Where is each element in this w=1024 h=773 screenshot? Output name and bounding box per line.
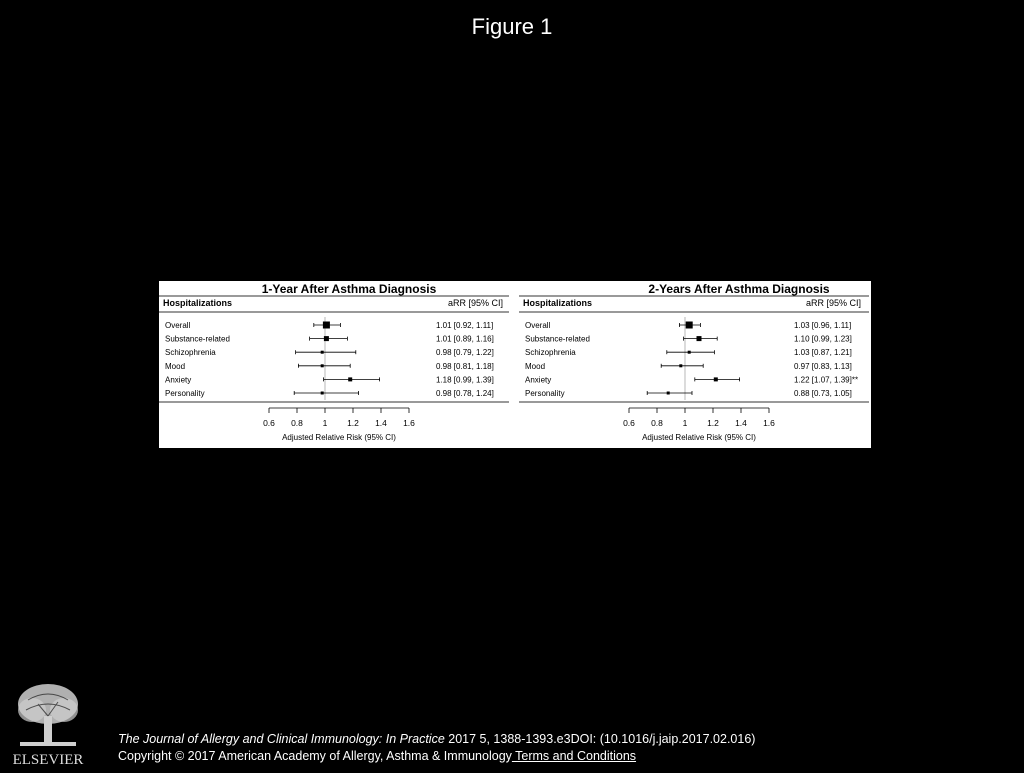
x-tick-label: 1 <box>682 418 688 428</box>
terms-link[interactable]: Terms and Conditions <box>511 749 637 763</box>
row-value: 1.03 [0.87, 1.21] <box>794 348 852 358</box>
row-label: Substance-related <box>165 334 230 344</box>
x-tick-label: 1.2 <box>707 418 719 428</box>
elsevier-logo <box>8 680 88 768</box>
row-header: Hospitalizations <box>523 298 593 308</box>
x-tick-label: 0.6 <box>263 418 275 428</box>
x-tick-label: 1.6 <box>403 418 415 428</box>
citation-line <box>118 731 755 748</box>
row-value: 1.01 [0.92, 1.11] <box>436 321 494 330</box>
x-axis-label: Adjusted Relative Risk (95% CI) <box>282 433 396 442</box>
point-estimate <box>667 392 670 395</box>
row-value: 0.97 [0.83, 1.13] <box>794 361 852 371</box>
forest-panel-1 <box>159 282 509 442</box>
x-tick-label: 1.4 <box>375 418 387 428</box>
x-tick-label: 1.2 <box>347 418 359 428</box>
x-tick-label: 1.4 <box>735 418 747 428</box>
row-label: Personality <box>525 389 565 398</box>
panel-title: 1-Year After Asthma Diagnosis <box>261 282 437 296</box>
row-value: 0.88 [0.73, 1.05] <box>794 389 852 398</box>
row-value: 1.01 [0.89, 1.16] <box>436 334 494 344</box>
panel-title: 2-Years After Asthma Diagnosis <box>648 282 830 296</box>
row-label: Overall <box>165 321 191 330</box>
row-label: Anxiety <box>165 375 192 385</box>
slide-title: Figure 1 <box>471 14 553 39</box>
copyright-text: Copyright © 2017 American Academy of Allergy, Asthma & Immunology <box>118 749 512 763</box>
row-value: 1.03 [0.96, 1.11] <box>794 321 852 330</box>
row-value: 1.10 [0.99, 1.23] <box>794 334 852 344</box>
row-label: Overall <box>525 321 551 330</box>
forest-panel-2 <box>519 282 869 442</box>
row-label: Substance-related <box>525 334 590 344</box>
point-estimate <box>714 377 718 381</box>
row-label: Schizophrenia <box>165 348 216 358</box>
row-value: 1.18 [0.99, 1.39] <box>436 375 494 385</box>
point-estimate <box>697 336 702 341</box>
citation <box>118 731 755 765</box>
point-estimate <box>321 364 324 367</box>
figure-panel <box>159 281 871 448</box>
forest-plots <box>159 281 871 448</box>
point-estimate <box>321 392 324 395</box>
row-label: Personality <box>165 389 205 398</box>
point-estimate <box>348 377 352 381</box>
row-header: Hospitalizations <box>163 298 233 308</box>
point-estimate <box>679 364 682 367</box>
row-value: 0.98 [0.81, 1.18] <box>436 361 494 371</box>
row-label: Schizophrenia <box>525 348 576 358</box>
row-value: 1.22 [1.07, 1.39]** <box>794 375 859 385</box>
point-estimate <box>688 351 691 354</box>
x-tick-label: 0.8 <box>651 418 663 428</box>
x-tick-label: 0.8 <box>291 418 303 428</box>
journal-name: The Journal of Allergy and Clinical Immunology: In Practice <box>118 732 445 746</box>
point-estimate <box>321 351 324 354</box>
copyright-line <box>118 748 755 765</box>
x-tick-label: 1.6 <box>763 418 775 428</box>
row-label: Mood <box>165 361 186 371</box>
x-tick-label: 0.6 <box>623 418 635 428</box>
x-tick-label: 1 <box>322 418 328 428</box>
point-estimate <box>686 322 693 329</box>
citation-details: 2017 5, 1388-1393.e3DOI: (10.1016/j.jaip.2017.02.016) <box>444 732 756 746</box>
row-label: Anxiety <box>525 375 552 385</box>
value-header: aRR [95% CI] <box>805 298 861 308</box>
x-axis-label: Adjusted Relative Risk (95% CI) <box>642 433 756 442</box>
elsevier-logo-text: ELSEVIER <box>12 752 84 768</box>
row-value: 0.98 [0.78, 1.24] <box>436 389 494 398</box>
row-value: 0.98 [0.79, 1.22] <box>436 348 494 358</box>
row-label: Mood <box>525 361 546 371</box>
point-estimate <box>324 336 329 341</box>
value-header: aRR [95% CI] <box>447 298 503 308</box>
point-estimate <box>323 322 330 329</box>
